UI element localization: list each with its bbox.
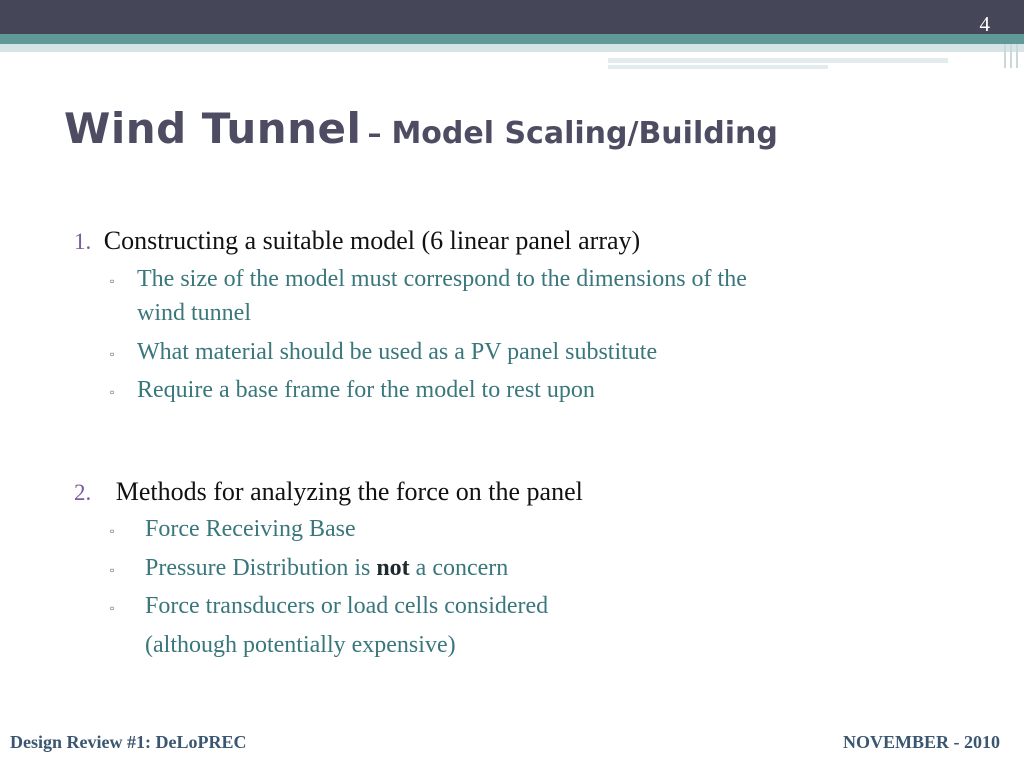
bullet-marker-icon: ▫ xyxy=(110,563,115,577)
numbered-item-1 xyxy=(74,226,640,256)
slide-title xyxy=(64,104,778,153)
bullet-text-continued: (although potentially expensive) xyxy=(145,632,456,658)
page-number: 4 xyxy=(979,12,990,36)
bullet-text: What material should be used as a PV panel substitute xyxy=(137,339,658,365)
header-accent-line-short xyxy=(608,65,828,69)
footer-left: Design Review #1: DeLoPREC xyxy=(10,732,247,752)
header-band-teal xyxy=(0,34,1024,44)
footer-right: NOVEMBER - 2010 xyxy=(843,732,1000,752)
bullet-text-continued: wind tunnel xyxy=(137,300,251,326)
item-number: 1. xyxy=(74,229,92,254)
item-heading: Methods for analyzing the force on the panel xyxy=(115,477,583,506)
title-subtitle: Model Scaling/Building xyxy=(391,116,778,151)
bullet-text-part: Pressure Distribution is xyxy=(145,555,377,581)
bullet-text: Require a base frame for the model to rest upon xyxy=(137,377,595,403)
header-divider xyxy=(1010,44,1012,68)
numbered-item-2 xyxy=(74,477,583,507)
header-divider xyxy=(1004,44,1006,68)
emphasis-text: not xyxy=(376,555,410,581)
header-band-dark xyxy=(0,0,1024,34)
item-heading: Constructing a suitable model (6 linear panel array) xyxy=(103,226,641,255)
item-number: 2. xyxy=(74,480,92,505)
bullet-marker-icon: ▫ xyxy=(110,347,115,361)
bullet-text: Force transducers or load cells considered xyxy=(145,593,549,619)
bullet-marker-icon: ▫ xyxy=(110,524,115,538)
bullet-text-part: a concern xyxy=(409,555,509,581)
header-band-light xyxy=(0,44,1024,52)
bullet-marker-icon: ▫ xyxy=(110,385,115,399)
title-separator: – xyxy=(367,117,382,150)
bullet-marker-icon: ▫ xyxy=(110,601,115,615)
header-accent-line xyxy=(608,58,948,63)
title-main: Wind Tunnel xyxy=(64,104,362,153)
bullet-text xyxy=(145,555,508,582)
bullet-text: The size of the model must correspond to the dimensions of the xyxy=(137,266,747,292)
bullet-marker-icon: ▫ xyxy=(110,274,115,288)
bullet-text: Force Receiving Base xyxy=(145,516,356,542)
header-divider xyxy=(1016,44,1018,68)
